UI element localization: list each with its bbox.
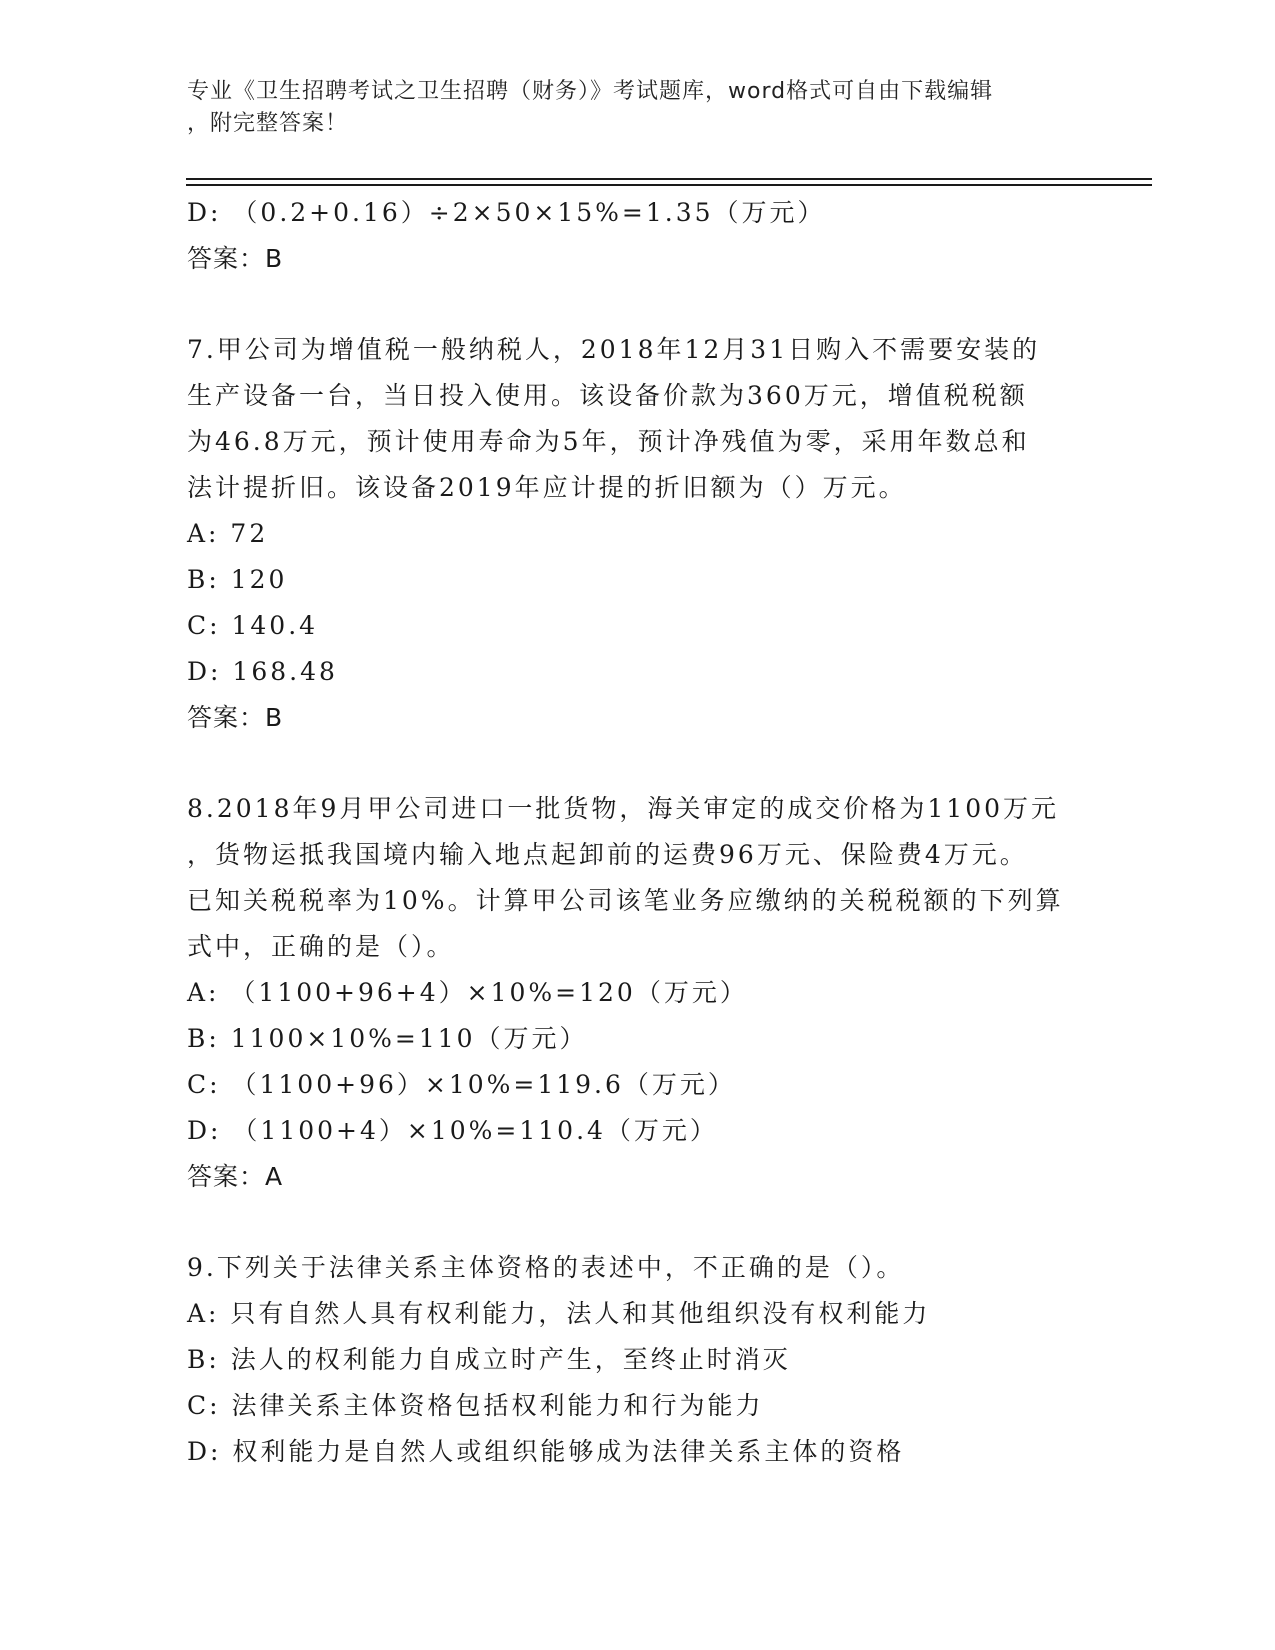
option-c: C: 法律关系主体资格包括权利能力和行为能力 [187,1391,764,1420]
question-text-line: 7.甲公司为增值税一般纳税人，2018年12月31日购入不需要安装的 [187,335,1041,364]
option-d: D: （0.2+0.16）÷2×50×15%=1.35（万元） [187,198,826,227]
option-d: D: （1100+4）×10%=110.4（万元） [187,1116,718,1145]
header-line-2: ，附完整答案！ [187,111,349,136]
question-text-line: ，货物运抵我国境内输入地点起卸前的运费96万元、保险费4万元。 [187,840,1028,869]
option-b: B: 120 [187,565,288,594]
header-rule-bottom [186,184,1152,186]
question-text-line: 9.下列关于法律关系主体资格的表述中，不正确的是（）。 [187,1253,905,1282]
option-b: B: 法人的权利能力自成立时产生，至终止时消灭 [187,1345,791,1374]
option-a: A: 只有自然人具有权利能力，法人和其他组织没有权利能力 [187,1299,931,1328]
question-text-line: 8.2018年9月甲公司进口一批货物，海关审定的成交价格为1100万元 [187,794,1060,823]
header-line-1: 专业《卫生招聘考试之卫生招聘（财务）》考试题库，word格式可自由下载编辑 [187,79,994,104]
answer-line: 答案：B [187,703,284,732]
question-text-line: 式中，正确的是（）。 [187,932,455,961]
option-d: D: 权利能力是自然人或组织能够成为法律关系主体的资格 [187,1437,905,1466]
document-header [187,76,1067,140]
option-a: A: （1100+96+4）×10%=120（万元） [187,978,748,1007]
option-d: D: 168.48 [187,657,338,686]
question-text-line: 法计提折旧。该设备2019年应计提的折旧额为（）万元。 [187,473,907,502]
header-rule-top [186,178,1152,180]
question-8 [187,786,1087,1200]
document-body [187,190,1087,1475]
question-text-line: 生产设备一台，当日投入使用。该设备价款为360万元，增值税税额 [187,381,1028,410]
previous-question-tail [187,190,1087,282]
option-a: A: 72 [187,519,269,548]
question-text-line: 为46.8万元，预计使用寿命为5年，预计净残值为零，采用年数总和 [187,427,1030,456]
question-9 [187,1245,1087,1475]
option-c: C: （1100+96）×10%=119.6（万元） [187,1070,736,1099]
question-text-line: 已知关税税率为10%。计算甲公司该笔业务应缴纳的关税税额的下列算 [187,886,1064,915]
answer-line: 答案：B [187,244,284,273]
option-b: B: 1100×10%=110（万元） [187,1024,588,1053]
question-7 [187,327,1087,741]
answer-line: 答案：A [187,1162,284,1191]
option-c: C: 140.4 [187,611,319,640]
